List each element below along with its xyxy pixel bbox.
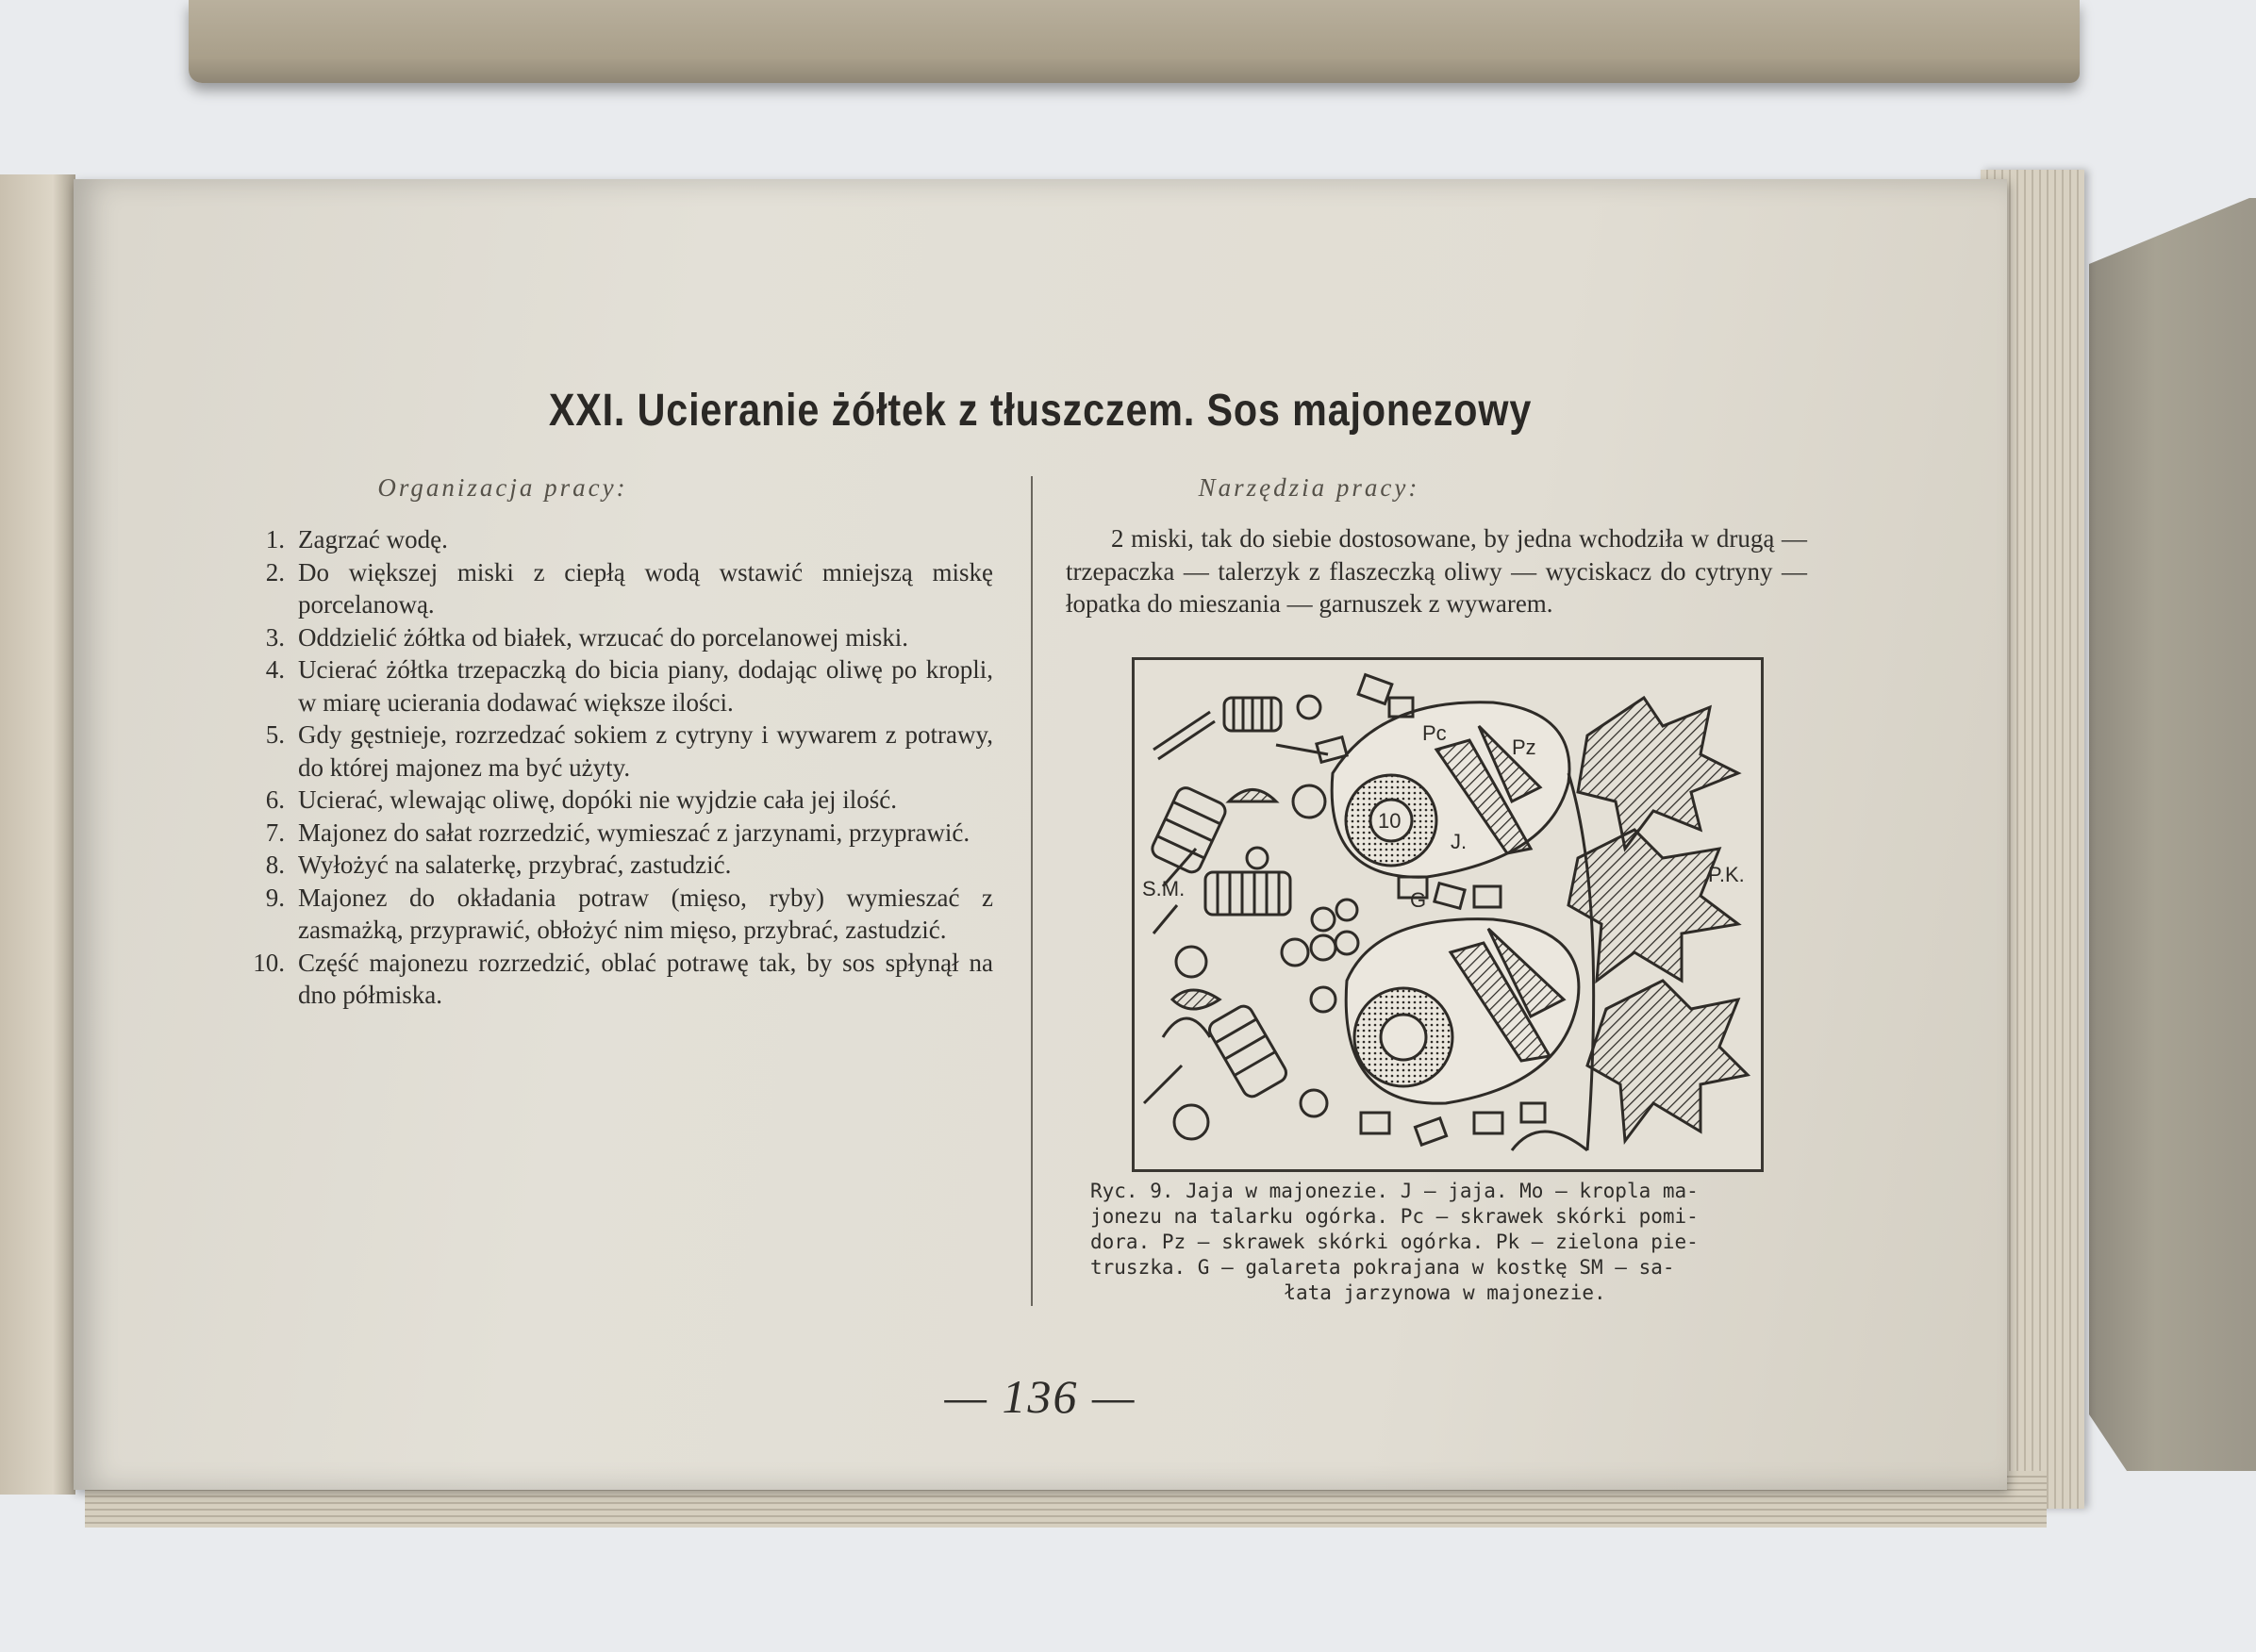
organization-steps xyxy=(243,523,993,1012)
left-page-edge xyxy=(0,174,75,1495)
list-item: 6. Ucierać, wlewając oliwę, dopóki nie wyjdzie cała jej ilość. xyxy=(265,785,897,814)
illustration-drawing xyxy=(1135,660,1761,1169)
chapter-title: XXI. Ucieranie żółtek z tłuszczem. Sos majonezowy xyxy=(548,386,1533,436)
list-item: 3. Oddzielić żółtka od białek, wrzucać do porcelanowej miski. xyxy=(265,622,909,652)
figure-caption xyxy=(1090,1179,1800,1306)
book-cover-top xyxy=(189,0,2080,83)
label-j: J. xyxy=(1451,830,1468,853)
eggs-in-mayonnaise-illustration xyxy=(1132,657,1764,1172)
label-10: 10 xyxy=(1378,809,1402,833)
book-page xyxy=(74,179,2007,1490)
tools-text: 2 miski, tak do siebie dostosowane, by jedna wchodziła w drugą — trzepaczka — talerzyk z flaszeczką oliwy — wyciskacz do cytryny — łopatka do mieszania — garnuszek z wywarem. xyxy=(1066,524,1807,618)
caption-line: dora. Pz — skrawek skórki ogórka. Pk — zielona pie- xyxy=(1090,1231,1699,1253)
list-item: 2. Do większej miski z ciepłą wodą wstawić mniejszą miskę porcelanową. xyxy=(265,557,993,619)
list-item: 5. Gdy gęstnieje, rozrzedzać sokiem z cytryny i wywarem z potrawy, do której majonez ma być użyty. xyxy=(265,720,993,782)
caption-line: truszka. G — galareta pokrajana w kostkę SM — sa- xyxy=(1090,1256,1675,1279)
list-item: 10. Część majonezu rozrzedzić, oblać potrawę tak, by sos spłynął na dno półmiska. xyxy=(253,948,993,1009)
caption-line: łata jarzynowa w majonezie. xyxy=(1284,1281,1606,1304)
page-number: — 136 — xyxy=(944,1370,1136,1423)
list-item: 8. Wyłożyć na salaterkę, przybrać, zastudzić. xyxy=(265,851,732,879)
list-item: 7. Majonez do sałat rozrzedzić, wymieszać z jarzynami, przyprawić. xyxy=(265,818,970,847)
label-pc: Pc xyxy=(1422,721,1447,745)
caption-line: Ryc. 9. Jaja w majonezie. J — jaja. Mo — kropla ma- xyxy=(1090,1180,1699,1202)
column-divider xyxy=(1031,476,1033,1306)
organization-heading: Organizacja pracy: xyxy=(377,473,628,502)
tools-heading: Narzędzia pracy: xyxy=(1198,473,1420,502)
caption-line: jonezu na talarku ogórka. Pc — skrawek skórki pomi- xyxy=(1090,1205,1699,1228)
list-item: 1. Zagrzać wodę. xyxy=(265,525,448,553)
book-cover-right xyxy=(2089,198,2256,1471)
label-pk: P.K. xyxy=(1708,863,1745,886)
label-g: G xyxy=(1410,888,1427,912)
label-sm: S.M. xyxy=(1142,877,1186,900)
list-item: 9. Majonez do okładania potraw (mięso, ryby) wymieszać z zasmażką, przyprawić, obłożyć nim mięso, przybrać, zastudzić. xyxy=(265,883,993,944)
label-pz: Pz xyxy=(1512,735,1536,759)
list-item: 4. Ucierać żółtka trzepaczką do bicia piany, dodając oliwę po kropli, w miarę ucierania dodawać większe ilości. xyxy=(265,655,993,717)
